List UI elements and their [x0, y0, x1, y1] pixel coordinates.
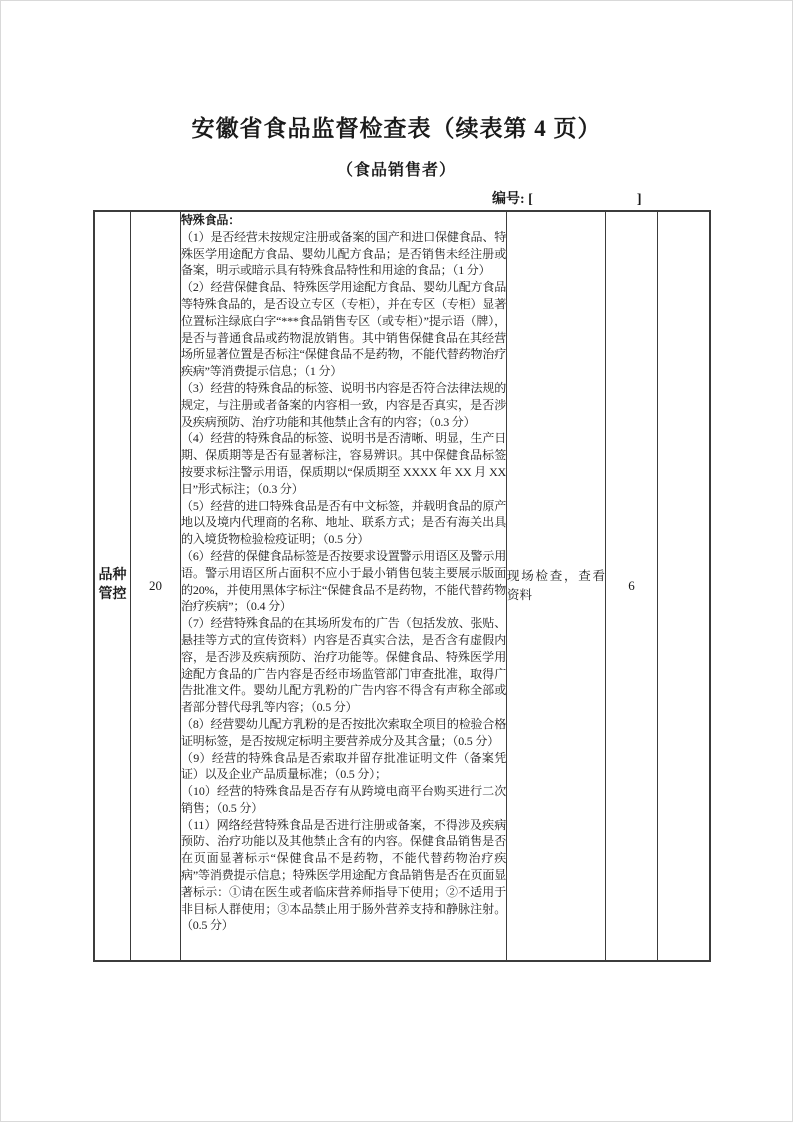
table-row [94, 211, 710, 961]
serial-number-field [492, 188, 642, 208]
inspection-table [93, 210, 711, 962]
inspection-method-cell: 现场检查，查看资料 [507, 211, 606, 961]
criteria-item-4: （4）经营的特殊食品的标签、说明书是否清晰、明显，生产日期、保质期等是否有显著标注，容易辨识。其中保健食品标签按要求标注警示用语，保质期以“保质期至 XXXX 年 XX 月 XX 日”形式标注；（0.3 分） [181, 431, 506, 496]
criteria-item-6: （6）经营的保健食品标签是否按要求设置警示用语区及警示用语。警示用语区所占面积不应小于最小销售包装主要展示版面的20%，并使用黑体字标注“保健食品不是药物，不能代替药物治疗疾病”；（0.4 分） [181, 548, 506, 614]
serial-close-bracket: ] [636, 192, 642, 207]
document-subtitle: （食品销售者） [336, 162, 456, 179]
criteria-item-11: （11）网络经营特殊食品是否进行注册或备案，不得涉及疾病预防、治疗功能以及其他禁止含有的内容。保健食品销售是否在页面显著标示“保健食品不是药物，不能代替药物治疗疾病”等消费提示信息；特殊医学用途配方食品销售是否在页面显著标示：①请在医生或者临床营养师指导下使用；②不适用于非目标人群使用；③本品禁止用于肠外营养支持和静脉注射。（0.5 分） [181, 817, 506, 933]
remark-cell [658, 211, 711, 961]
criteria-item-7: （7）经营特殊食品的在其场所发布的广告（包括发放、张贴、悬挂等方式的宣传资料）内容是否真实合法，是否含有虚假内容，是否涉及疾病预防、治疗功能等。保健食品、特殊医学用途配方食品的广告内容是否经市场监管部门审查批准，取得广告批准文件。婴幼儿配方乳粉的广告内容不得含有声称全部或者部分替代母乳等内容；（0.5 分） [181, 616, 506, 715]
criteria-item-3: （3）经营的特殊食品的标签、说明书内容是否符合法律法规的规定，与注册或者备案的内容相一致，内容是否真实，是否涉及疾病预防、治疗功能和其他禁止含有的内容；（0.3 分） [181, 380, 506, 429]
deducted-score-cell: 6 [606, 211, 658, 961]
criteria-item-1: （1）是否经营未按规定注册或备案的国产和进口保健食品、特殊医学用途配方食品、婴幼儿配方食品；是否销售未经注册或备案，明示或暗示具有特殊食品特性和用途的食品；（1 分） [181, 229, 506, 278]
criteria-item-5: （5）经营的进口特殊食品是否有中文标签，并载明食品的原产地以及境内代理商的名称、地址、联系方式；是否有海关出具的入境货物检验检疫证明；（0.5 分） [181, 498, 506, 547]
criteria-item-2: （2）经营保健食品、特殊医学用途配方食品、婴幼儿配方食品等特殊食品的，是否设立专区（专柜），并在专区（专柜）显著位置标注绿底白字“***食品销售专区（或专柜）”提示语（牌），是否与普通食品或药物混放销售。其中销售保健食品在其经营场所显著位置是否标注“保健食品不是药物，不能代替药物治疗疾病”等消费提示信息；（1 分） [181, 280, 506, 379]
criteria-cell [181, 211, 507, 961]
criteria-item-10: （10）经营的特殊食品是否存有从跨境电商平台购买进行二次销售；（0.5 分） [181, 784, 506, 815]
criteria-item-9: （9）经营的特殊食品是否索取并留存批准证明文件（备案凭证）以及企业产品质量标准；（0.5 分）； [181, 750, 506, 782]
document-title: 安徽省食品监督检查表（续表第 4 页） [191, 116, 602, 141]
category-cell: 品种管控 [94, 211, 131, 961]
criteria-item-8: （8）经营婴幼儿配方乳粉的是否按批次索取全项目的检验合格证明标签，是否按规定标明主要营养成分及其含量；（0.5 分） [181, 716, 506, 748]
category-score-cell: 20 [131, 211, 181, 961]
serial-label: 编号: [ [492, 192, 533, 207]
criteria-header: 特殊食品： [181, 213, 241, 227]
